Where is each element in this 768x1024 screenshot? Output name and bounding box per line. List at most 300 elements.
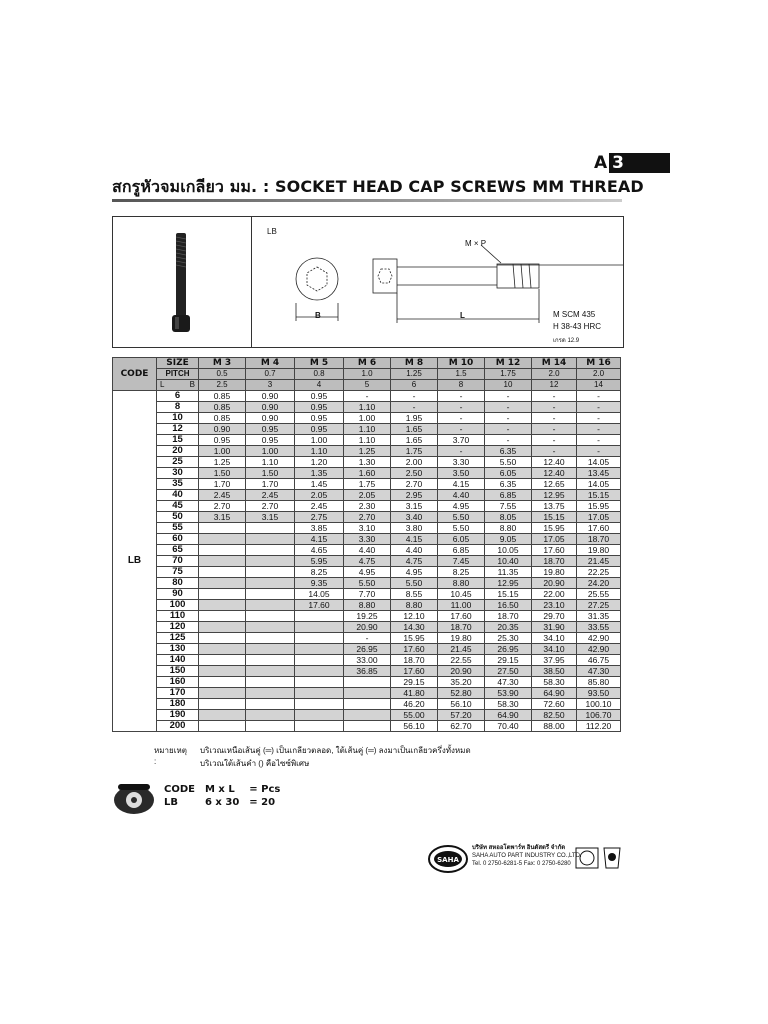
length-cell: 90: [157, 589, 199, 600]
price-cell: 8.55: [391, 589, 438, 600]
price-cell: 25.30: [485, 633, 532, 644]
price-cell: 3.15: [199, 512, 246, 523]
phone-icon: [112, 782, 156, 821]
size-col-3: M 6: [344, 358, 391, 369]
price-cell: 8.25: [438, 567, 485, 578]
price-cell: 4.15: [438, 479, 485, 490]
table-row: [113, 468, 621, 479]
length-cell: 140: [157, 655, 199, 666]
b-col-8: 14: [577, 380, 621, 391]
price-cell: 5.50: [344, 578, 391, 589]
price-cell: 6.05: [438, 534, 485, 545]
price-cell: [246, 567, 295, 578]
price-cell: 42.90: [577, 644, 621, 655]
length-cell: 55: [157, 523, 199, 534]
price-cell: 1.10: [344, 402, 391, 413]
price-cell: [199, 611, 246, 622]
title-underline: [112, 199, 622, 202]
price-cell: [295, 622, 344, 633]
b-col-7: 12: [532, 380, 577, 391]
price-cell: 1.35: [295, 468, 344, 479]
price-cell: 4.75: [391, 556, 438, 567]
price-cell: 2.05: [295, 490, 344, 501]
length-cell: 70: [157, 556, 199, 567]
price-cell: 18.70: [532, 556, 577, 567]
price-cell: 19.80: [577, 545, 621, 556]
price-cell: -: [532, 435, 577, 446]
price-cell: 6.35: [485, 479, 532, 490]
price-cell: [344, 699, 391, 710]
price-cell: -: [577, 424, 621, 435]
price-cell: 35.20: [438, 677, 485, 688]
price-cell: 14.30: [391, 622, 438, 633]
b-label: B: [189, 380, 195, 389]
price-cell: 18.70: [438, 622, 485, 633]
table-row: [113, 479, 621, 490]
price-cell: 15.15: [485, 589, 532, 600]
price-cell: 14.05: [577, 457, 621, 468]
notes-line-2: บริเวณใต้เส้นคำ () คือไซซ์พิเศษ: [200, 759, 310, 768]
price-cell: 18.70: [485, 611, 532, 622]
price-cell: 17.05: [577, 512, 621, 523]
price-cell: 10.45: [438, 589, 485, 600]
price-cell: 57.20: [438, 710, 485, 721]
length-cell: 150: [157, 666, 199, 677]
price-cell: 34.10: [532, 633, 577, 644]
price-cell: 7.45: [438, 556, 485, 567]
price-cell: 15.95: [577, 501, 621, 512]
price-cell: [199, 534, 246, 545]
code-header: CODE: [113, 358, 157, 391]
length-cell: 60: [157, 534, 199, 545]
price-cell: 12.65: [532, 479, 577, 490]
price-cell: 4.95: [391, 567, 438, 578]
price-cell: 55.00: [391, 710, 438, 721]
price-cell: 2.50: [391, 468, 438, 479]
price-cell: 15.95: [391, 633, 438, 644]
price-cell: 3.30: [438, 457, 485, 468]
price-cell: 1.95: [391, 413, 438, 424]
price-cell: 12.95: [485, 578, 532, 589]
price-cell: 19.25: [344, 611, 391, 622]
table-row: [113, 457, 621, 468]
price-cell: 3.70: [438, 435, 485, 446]
price-cell: [199, 688, 246, 699]
price-cell: 38.50: [532, 666, 577, 677]
price-cell: 31.90: [532, 622, 577, 633]
price-cell: 52.80: [438, 688, 485, 699]
price-cell: -: [438, 413, 485, 424]
b-col-5: 8: [438, 380, 485, 391]
price-cell: 1.70: [199, 479, 246, 490]
price-cell: 1.65: [391, 435, 438, 446]
price-cell: 100.10: [577, 699, 621, 710]
price-cell: 21.45: [577, 556, 621, 567]
price-cell: 6.05: [485, 468, 532, 479]
price-cell: 8.80: [485, 523, 532, 534]
price-cell: 6.35: [485, 446, 532, 457]
price-cell: 2.95: [391, 490, 438, 501]
price-cell: [344, 688, 391, 699]
price-cell: 10.40: [485, 556, 532, 567]
table-row: [113, 501, 621, 512]
price-cell: [246, 710, 295, 721]
length-cell: 35: [157, 479, 199, 490]
price-cell: 42.90: [577, 633, 621, 644]
section-letter: A: [594, 153, 608, 173]
price-cell: 1.50: [199, 468, 246, 479]
size-col-5: M 10: [438, 358, 485, 369]
table-row: [113, 435, 621, 446]
price-cell: 20.90: [438, 666, 485, 677]
price-cell: 2.70: [344, 512, 391, 523]
price-cell: -: [438, 446, 485, 457]
pitch-col-2: 0.8: [295, 369, 344, 380]
price-cell: 21.45: [438, 644, 485, 655]
pitch-col-0: 0.5: [199, 369, 246, 380]
price-cell: -: [485, 413, 532, 424]
price-cell: 0.90: [246, 391, 295, 402]
price-cell: 1.70: [246, 479, 295, 490]
material-spec: M SCM 435: [553, 310, 596, 319]
length-l-label: L: [460, 311, 465, 320]
price-cell: [246, 578, 295, 589]
price-cell: 0.95: [199, 435, 246, 446]
table-row: [113, 611, 621, 622]
price-cell: 17.60: [295, 600, 344, 611]
price-cell: 29.70: [532, 611, 577, 622]
price-cell: 64.90: [532, 688, 577, 699]
order-size-header: M x L: [204, 784, 235, 795]
table-row: [113, 578, 621, 589]
price-cell: 22.25: [577, 567, 621, 578]
table-row: [113, 699, 621, 710]
thread-pitch-label: M × P: [465, 239, 487, 248]
b-col-4: 6: [391, 380, 438, 391]
price-cell: 29.15: [485, 655, 532, 666]
price-cell: 4.65: [295, 545, 344, 556]
price-cell: 0.85: [199, 402, 246, 413]
length-cell: 50: [157, 512, 199, 523]
length-cell: 170: [157, 688, 199, 699]
price-cell: 8.25: [295, 567, 344, 578]
price-cell: 27.50: [485, 666, 532, 677]
length-cell: 20: [157, 446, 199, 457]
price-cell: 46.75: [577, 655, 621, 666]
price-cell: 0.85: [199, 413, 246, 424]
price-cell: [295, 688, 344, 699]
price-cell: [295, 633, 344, 644]
price-cell: 12.40: [532, 468, 577, 479]
price-cell: 3.40: [391, 512, 438, 523]
price-cell: 15.15: [577, 490, 621, 501]
table-row: [113, 545, 621, 556]
technical-drawing: [251, 217, 623, 347]
page-title: สกรูหัวจมเกลียว มม. : SOCKET HEAD CAP SCREWS MM THREAD: [112, 177, 644, 196]
table-row: [113, 523, 621, 534]
price-cell: 5.50: [391, 578, 438, 589]
price-cell: -: [577, 446, 621, 457]
price-cell: 12.10: [391, 611, 438, 622]
price-cell: [199, 710, 246, 721]
price-cell: 22.00: [532, 589, 577, 600]
row-code: LB: [113, 391, 157, 732]
price-cell: 7.55: [485, 501, 532, 512]
price-cell: 17.60: [577, 523, 621, 534]
price-cell: 8.80: [438, 578, 485, 589]
company-name-en: SAHA AUTO PART INDUSTRY CO.,LTD.: [472, 853, 582, 859]
price-cell: 4.95: [438, 501, 485, 512]
screw-photo: [113, 217, 252, 347]
price-table: [112, 357, 621, 732]
price-cell: [246, 545, 295, 556]
price-cell: 20.35: [485, 622, 532, 633]
price-cell: [199, 589, 246, 600]
price-cell: 6.85: [438, 545, 485, 556]
price-cell: -: [485, 435, 532, 446]
length-cell: 100: [157, 600, 199, 611]
price-cell: [295, 666, 344, 677]
length-cell: 130: [157, 644, 199, 655]
pitch-header: PITCH: [157, 369, 199, 380]
pitch-col-5: 1.5: [438, 369, 485, 380]
price-cell: 11.00: [438, 600, 485, 611]
price-cell: 3.30: [344, 534, 391, 545]
price-cell: [199, 644, 246, 655]
price-cell: 8.80: [391, 600, 438, 611]
price-cell: 2.00: [391, 457, 438, 468]
price-cell: [199, 622, 246, 633]
length-cell: 120: [157, 622, 199, 633]
price-cell: -: [485, 424, 532, 435]
price-cell: 25.55: [577, 589, 621, 600]
price-cell: 2.45: [246, 490, 295, 501]
price-cell: 1.00: [295, 435, 344, 446]
table-row: [113, 490, 621, 501]
price-cell: 15.95: [532, 523, 577, 534]
size-col-6: M 12: [485, 358, 532, 369]
table-row: [113, 446, 621, 457]
price-cell: 15.15: [532, 512, 577, 523]
price-cell: 17.60: [532, 545, 577, 556]
price-cell: [295, 644, 344, 655]
price-cell: [246, 622, 295, 633]
price-cell: 2.75: [295, 512, 344, 523]
order-pcs-value: = 20: [249, 797, 276, 808]
price-cell: 53.90: [485, 688, 532, 699]
table-row: [113, 688, 621, 699]
price-cell: [199, 578, 246, 589]
price-cell: [199, 523, 246, 534]
price-cell: 1.25: [199, 457, 246, 468]
price-cell: 0.85: [199, 391, 246, 402]
saha-logo-icon: [428, 844, 468, 874]
product-diagram: [112, 216, 624, 348]
notes-label: หมายเหตุ :: [154, 746, 187, 766]
table-row: [113, 677, 621, 688]
price-cell: 19.80: [438, 633, 485, 644]
pitch-col-7: 2.0: [532, 369, 577, 380]
table-row: [113, 391, 621, 402]
price-cell: 88.00: [532, 721, 577, 732]
price-cell: 2.70: [199, 501, 246, 512]
price-cell: 29.15: [391, 677, 438, 688]
price-cell: [295, 677, 344, 688]
table-row: [113, 534, 621, 545]
size-col-2: M 5: [295, 358, 344, 369]
price-cell: 3.15: [246, 512, 295, 523]
price-cell: 4.40: [344, 545, 391, 556]
price-cell: -: [532, 391, 577, 402]
price-cell: [246, 699, 295, 710]
length-cell: 25: [157, 457, 199, 468]
price-cell: -: [577, 413, 621, 424]
price-cell: -: [532, 446, 577, 457]
pitch-col-4: 1.25: [391, 369, 438, 380]
price-cell: 16.50: [485, 600, 532, 611]
price-cell: 4.40: [391, 545, 438, 556]
notes-line-1: บริเวณเหนือเส้นคู่ (═) เป็นเกลียวตลอด, ใต้เส้นคู่ (═) ลงมาเป็นเกลียวครึ่งทั้งหมด: [200, 746, 471, 755]
price-cell: 1.25: [344, 446, 391, 457]
price-cell: 5.50: [485, 457, 532, 468]
price-cell: [199, 545, 246, 556]
price-cell: 12.95: [532, 490, 577, 501]
price-cell: -: [577, 435, 621, 446]
price-cell: [246, 556, 295, 567]
price-cell: 26.95: [344, 644, 391, 655]
price-cell: 7.70: [344, 589, 391, 600]
b-col-6: 10: [485, 380, 532, 391]
price-cell: 6.85: [485, 490, 532, 501]
length-cell: 15: [157, 435, 199, 446]
price-cell: -: [577, 402, 621, 413]
price-cell: 9.05: [485, 534, 532, 545]
table-row: [113, 633, 621, 644]
length-cell: 80: [157, 578, 199, 589]
price-cell: [199, 666, 246, 677]
price-cell: 1.00: [199, 446, 246, 457]
price-cell: 22.55: [438, 655, 485, 666]
price-cell: 0.95: [246, 424, 295, 435]
length-cell: 30: [157, 468, 199, 479]
price-cell: 8.05: [485, 512, 532, 523]
price-cell: [295, 721, 344, 732]
size-header: SIZE: [157, 358, 199, 369]
price-cell: 1.75: [344, 479, 391, 490]
price-cell: 1.65: [391, 424, 438, 435]
price-cell: [246, 589, 295, 600]
price-cell: 0.95: [295, 402, 344, 413]
price-cell: 93.50: [577, 688, 621, 699]
price-cell: 13.45: [577, 468, 621, 479]
price-cell: 3.85: [295, 523, 344, 534]
price-cell: -: [438, 402, 485, 413]
price-cell: 2.05: [344, 490, 391, 501]
pitch-col-1: 0.7: [246, 369, 295, 380]
b-col-0: 2.5: [199, 380, 246, 391]
price-cell: 0.95: [246, 435, 295, 446]
price-cell: [295, 710, 344, 721]
order-code-value: LB: [164, 797, 178, 808]
saha-logo-text: SAHA: [437, 856, 459, 864]
price-cell: [246, 534, 295, 545]
price-cell: 1.30: [344, 457, 391, 468]
size-col-7: M 14: [532, 358, 577, 369]
price-cell: 18.70: [577, 534, 621, 545]
table-row: [113, 413, 621, 424]
price-cell: 5.50: [438, 523, 485, 534]
price-cell: 5.50: [438, 512, 485, 523]
price-cell: -: [391, 391, 438, 402]
price-cell: [199, 556, 246, 567]
head-b-label: B: [315, 311, 321, 320]
company-name-th: บริษัท สหออโตพาร์ท อินดัสตรี จำกัด: [472, 845, 566, 851]
price-cell: 9.35: [295, 578, 344, 589]
table-row: [113, 556, 621, 567]
size-col-8: M 16: [577, 358, 621, 369]
price-cell: [246, 633, 295, 644]
hardness-spec: H 38-43 HRC: [553, 322, 602, 331]
price-cell: 1.10: [246, 457, 295, 468]
price-cell: 36.85: [344, 666, 391, 677]
price-cell: [246, 721, 295, 732]
length-cell: 8: [157, 402, 199, 413]
table-row: [113, 644, 621, 655]
price-cell: 3.80: [391, 523, 438, 534]
length-cell: 160: [157, 677, 199, 688]
table-row: [113, 512, 621, 523]
price-cell: 20.90: [532, 578, 577, 589]
price-cell: 1.00: [344, 413, 391, 424]
price-cell: 1.60: [344, 468, 391, 479]
price-cell: 58.30: [532, 677, 577, 688]
price-cell: [295, 655, 344, 666]
price-cell: [246, 677, 295, 688]
price-cell: 72.60: [532, 699, 577, 710]
price-cell: 2.45: [199, 490, 246, 501]
price-cell: -: [532, 413, 577, 424]
price-cell: 106.70: [577, 710, 621, 721]
length-cell: 40: [157, 490, 199, 501]
price-cell: 10.05: [485, 545, 532, 556]
price-cell: 4.75: [344, 556, 391, 567]
price-cell: 62.70: [438, 721, 485, 732]
price-cell: 1.75: [391, 446, 438, 457]
price-cell: 56.10: [438, 699, 485, 710]
length-cell: 190: [157, 710, 199, 721]
length-cell: 200: [157, 721, 199, 732]
price-cell: 19.80: [532, 567, 577, 578]
pitch-col-8: 2.0: [577, 369, 621, 380]
price-cell: -: [344, 633, 391, 644]
price-cell: 2.45: [295, 501, 344, 512]
price-cell: 34.10: [532, 644, 577, 655]
price-cell: 82.50: [532, 710, 577, 721]
section-number: 3: [609, 153, 670, 173]
price-cell: 3.10: [344, 523, 391, 534]
price-cell: 1.10: [344, 424, 391, 435]
price-cell: -: [577, 391, 621, 402]
price-cell: 17.05: [532, 534, 577, 545]
price-cell: 58.30: [485, 699, 532, 710]
length-cell: 125: [157, 633, 199, 644]
size-col-1: M 4: [246, 358, 295, 369]
l-b-header: [157, 380, 199, 391]
price-cell: 18.70: [391, 655, 438, 666]
price-cell: [246, 523, 295, 534]
price-cell: -: [485, 402, 532, 413]
price-cell: 46.20: [391, 699, 438, 710]
